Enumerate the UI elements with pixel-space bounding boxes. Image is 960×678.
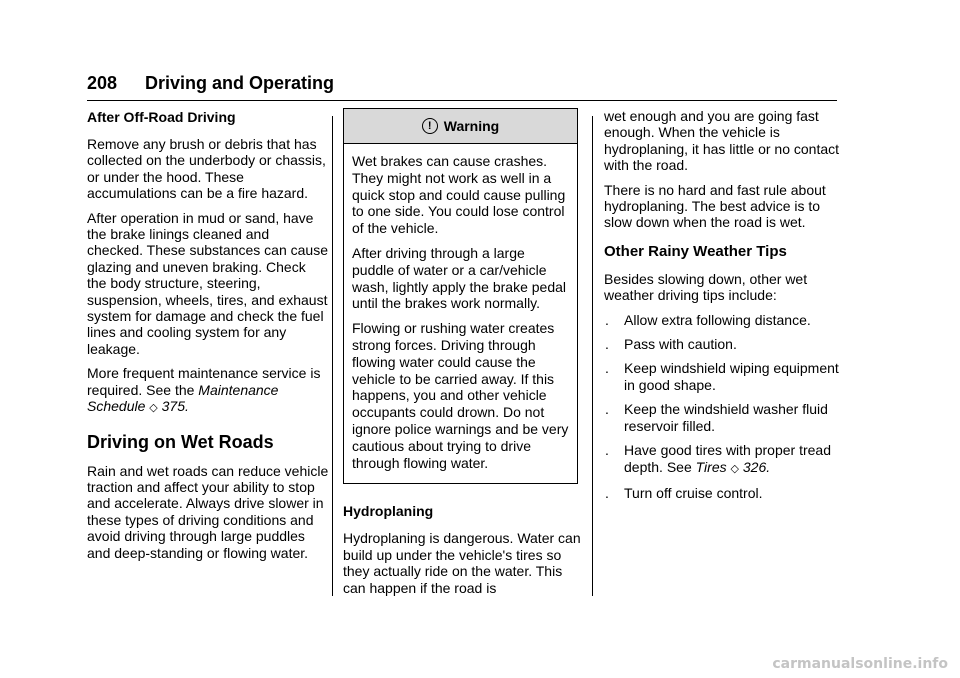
- heading-wet-roads: Driving on Wet Roads: [87, 431, 274, 452]
- paragraph: Besides slowing down, other wet weather driving tips include:: [604, 270, 808, 304]
- bullet-icon: .: [605, 336, 609, 353]
- column-3: [604, 108, 844, 509]
- paragraph: Rain and wet roads can reduce vehicle traction and affect your ability to stop and accelerate. Always drive slower in these types of driving conditions and avoid driving through large puddles and deep-standing or flowing water.: [87, 462, 329, 561]
- bullet-icon: .: [605, 484, 609, 501]
- page-ref-icon: ◇: [730, 462, 739, 475]
- list-item: . Keep windshield wiping equipment in good shape.: [605, 360, 839, 393]
- page-header: [87, 70, 837, 101]
- bullet-icon: .: [605, 442, 609, 459]
- page-number: 208: [87, 73, 118, 93]
- column-divider: [592, 116, 593, 596]
- page-ref-icon: ◇: [149, 402, 158, 415]
- maintenance-schedule-link[interactable]: Maintenance Schedule ◇ 375: [87, 381, 279, 415]
- paragraph: wet enough and you are going fast enough. When the vehicle is hydroplaning, it has little or no contact with the road.: [604, 108, 840, 174]
- column-2: [343, 108, 583, 604]
- list-item: . Allow extra following distance.: [605, 311, 811, 328]
- tips-list: [604, 312, 844, 502]
- warning-box: [343, 108, 578, 484]
- list-item: . Have good tires with proper tread depth. See Tires ◇ 326.: [605, 442, 831, 475]
- paragraph: Remove any brush or debris that has collected on the underbody or chassis, or under the hood. These accumulations can be a fire hazard.: [87, 136, 326, 202]
- warning-paragraph: Wet brakes can cause crashes. They might not work as well in a quick stop and could cause pulling to one side. You could lose control of the vehicle.: [352, 153, 566, 237]
- warning-header: [344, 109, 577, 144]
- paragraph: Hydroplaning is dangerous. Water can build up under the vehicle's tires so they actually ride on the water. This can happen if the road is: [343, 530, 581, 596]
- paragraph: There is no hard and fast rule about hydroplaning. The best advice is to slow down when the road is wet.: [604, 181, 826, 231]
- paragraph: After operation in mud or sand, have the brake linings cleaned and checked. These substances can cause glazing and uneven braking. Check the body structure, steering, suspension, wheels, tires, and exhaust system for damage and check the fuel lines and cooling system for any leakage.: [87, 209, 329, 357]
- tires-link[interactable]: Tires ◇ 326: [695, 458, 767, 475]
- list-item: . Turn off cruise control.: [605, 484, 763, 501]
- heading-rainy-tips: Other Rainy Weather Tips: [604, 242, 787, 260]
- column-1: [87, 108, 329, 569]
- list-item: . Keep the windshield washer fluid reservoir filled.: [605, 401, 828, 434]
- warning-title: Warning: [443, 117, 500, 134]
- section-title: Driving and Operating: [145, 73, 335, 93]
- warning-icon: !: [422, 118, 438, 134]
- warning-paragraph: Flowing or rushing water creates strong forces. Driving through flowing water could cause the vehicle to be carried away. If this happens, you and other vehicle occupants could drown. Do not ignore police warnings and be very cautious about trying to drive through flowing water.: [352, 320, 569, 471]
- paragraph: More frequent maintenance service is required. See the Maintenance Schedule ◇ 375.: [87, 365, 321, 415]
- watermark: carmanualsonline.info: [772, 656, 948, 672]
- bullet-icon: .: [605, 360, 609, 377]
- list-item: . Pass with caution.: [605, 336, 737, 353]
- bullet-icon: .: [605, 401, 609, 418]
- bullet-icon: .: [605, 311, 609, 328]
- warning-paragraph: After driving through a large puddle of water or a car/vehicle wash, lightly apply the brake pedal until the brakes work normally.: [352, 244, 567, 312]
- heading-after-offroad: After Off-Road Driving: [87, 109, 236, 125]
- heading-hydroplaning: Hydroplaning: [343, 503, 434, 520]
- warning-body: [344, 144, 577, 483]
- column-divider: [332, 116, 333, 596]
